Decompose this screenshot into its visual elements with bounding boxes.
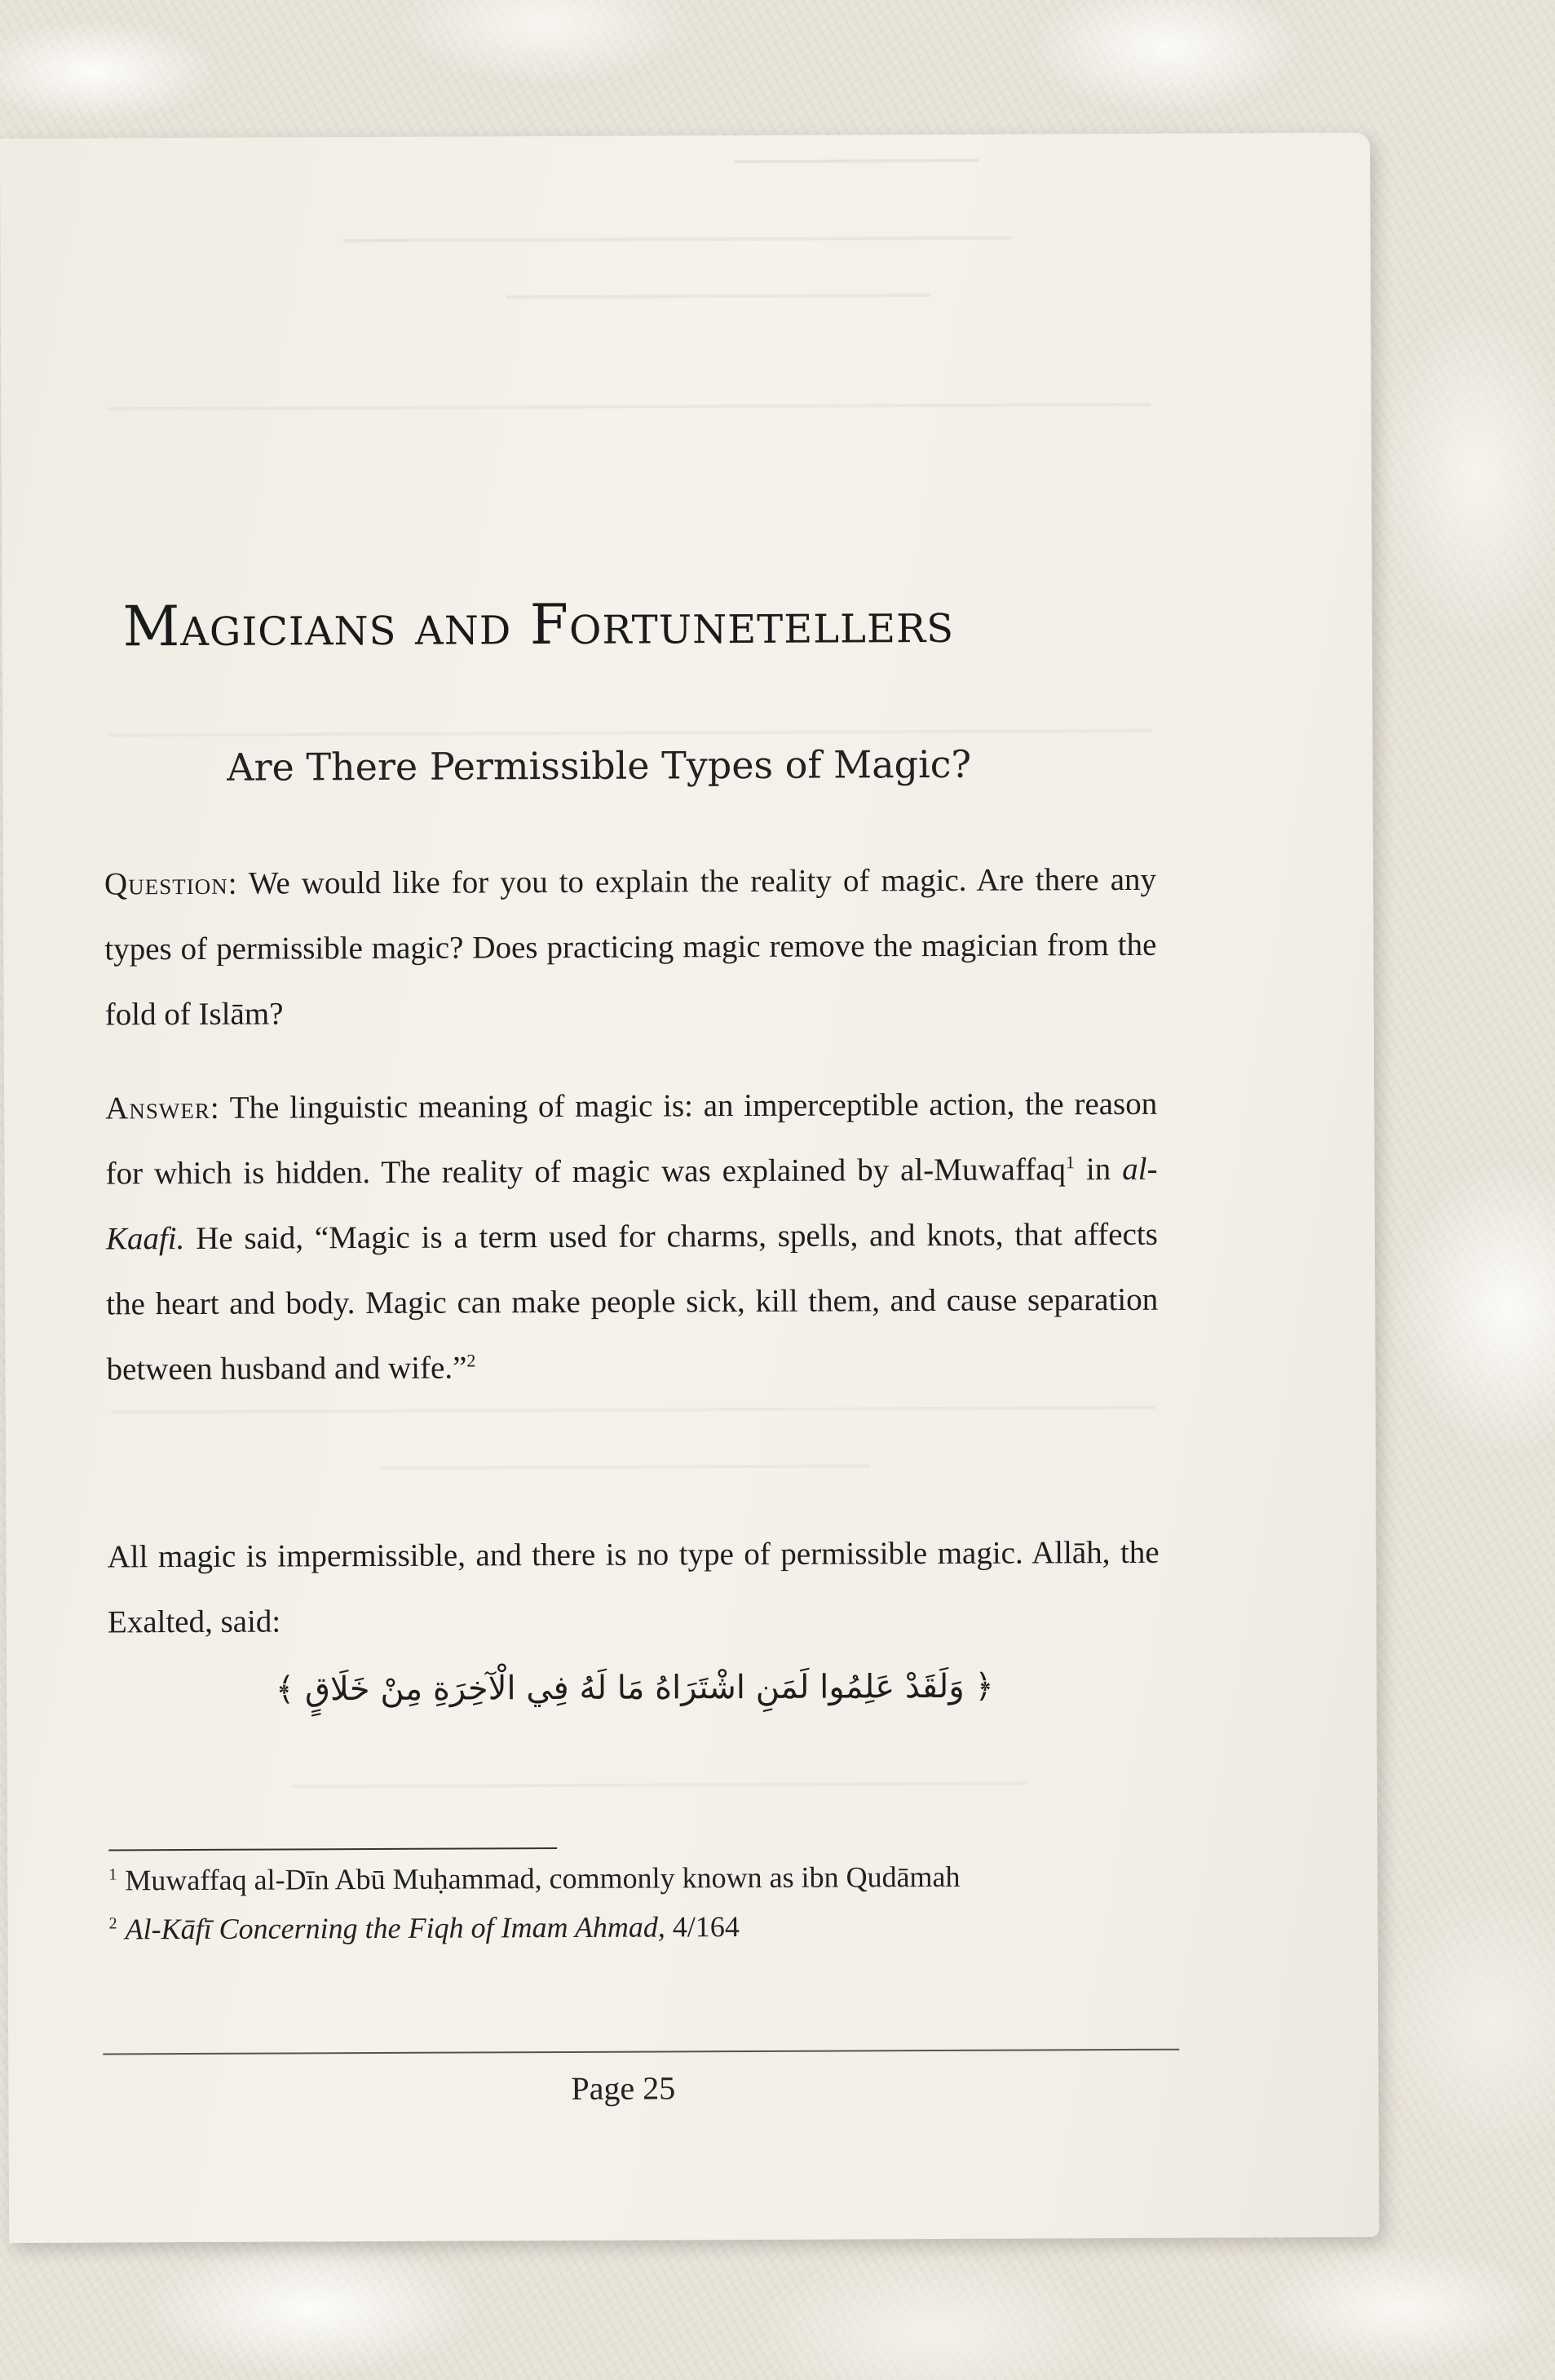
section-title: Are There Permissible Types of Magic? [227, 741, 972, 790]
footnote-ref-2[interactable]: 2 [466, 1350, 476, 1371]
bleed-through-line [108, 705, 1152, 737]
bleed-through-line [734, 135, 979, 163]
question-text: We would like for you to explain the reality of magic. Are there any types of permissible magic? Does practicing magic remove the magician from the fold of Islām? [104, 861, 1157, 1033]
book-page [0, 133, 1379, 2243]
bleed-through-line [293, 1758, 1027, 1789]
answer-label: Answer: [105, 1090, 220, 1126]
book-title: al-Kaafi. [105, 1151, 1158, 1257]
footnote-text: Muwaffaq al-Dīn Abū Muḥammad, commonly known as ibn Qudāmah [125, 1860, 961, 1897]
footnote-number: 2 [108, 1914, 117, 1933]
footnote-1 [108, 1859, 1168, 1898]
page-number: Page 25 [571, 2069, 676, 2107]
footnote-2 [108, 1908, 1168, 1947]
answer-text-3: He said, “Magic is a term used for charms, spells, and knots, that affects the heart and body. Magic can make people sick, kill them, and cause separation between husband and wife.” [106, 1216, 1159, 1387]
answer-text-1: The linguistic meaning of magic is: an imperceptible action, the reason for which is hidden. The reality of magic was explained by al-Muwaffaq [105, 1086, 1158, 1192]
answer-paragraph [105, 1072, 1159, 1403]
bleed-through-line [506, 269, 930, 299]
footnote-ref-1[interactable]: 1 [1065, 1152, 1075, 1173]
footnote-text: 4/164 [665, 1910, 740, 1944]
answer-text-2: in [1074, 1152, 1123, 1188]
footnote-divider [108, 1847, 557, 1851]
paragraph-3: All magic is impermissible, and there is no type of permissible magic. Allāh, the Exalted, said: [107, 1534, 1160, 1640]
chapter-title: Magicians and Fortunetellers [122, 591, 955, 660]
question-label: Question: [104, 865, 238, 902]
bleed-through-line [107, 378, 1151, 411]
footnote-number: 1 [108, 1865, 117, 1884]
question-paragraph [104, 847, 1157, 1048]
footnote-book-title: Al-Kāfī Concerning the Fiqh of Imam Ahmad, [125, 1910, 665, 1946]
quran-verse: ﴿ وَلَقَدْ عَلِمُوا لَمَنِ اشْتَرَاهُ مَا لَهُ فِي الْآخِرَةِ مِنْ خَلَاقٍ ﴾ [275, 1667, 994, 1709]
bleed-through-line [342, 212, 1011, 243]
bleed-through-line [381, 1440, 870, 1470]
page-footer-rule [103, 2049, 1179, 2055]
